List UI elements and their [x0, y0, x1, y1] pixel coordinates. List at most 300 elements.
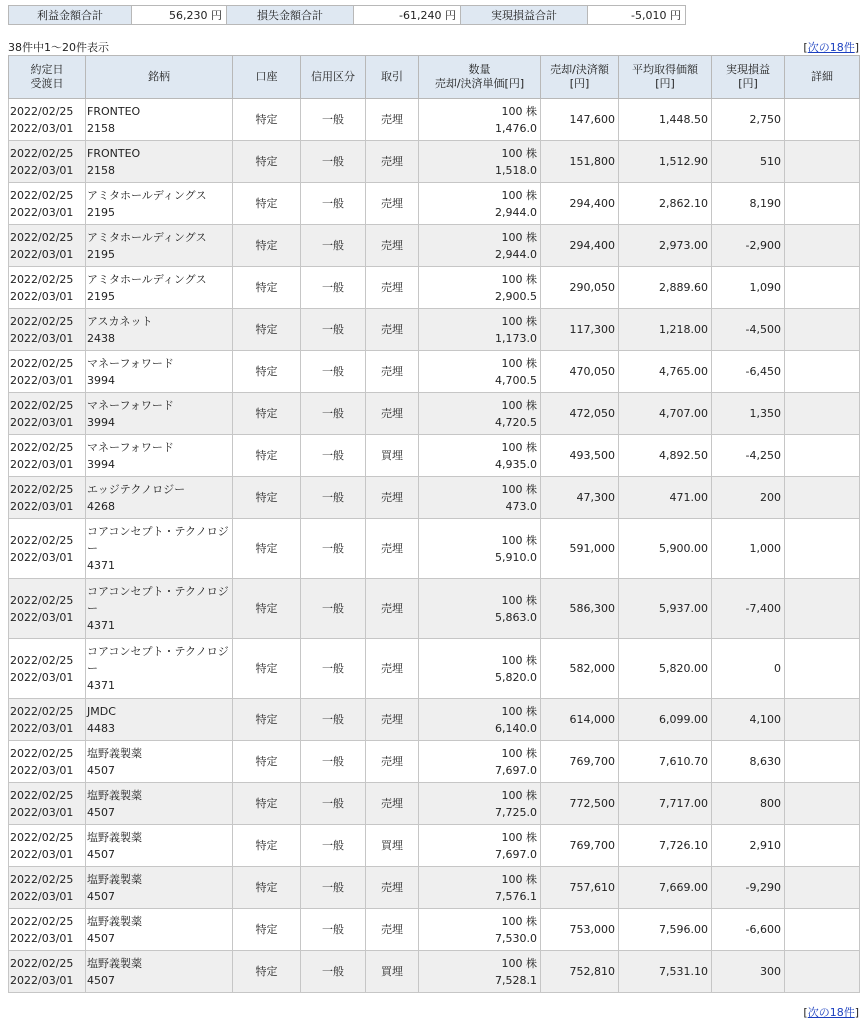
trade-date: 2022/02/25	[10, 788, 74, 802]
trade-date: 2022/02/25	[10, 956, 74, 970]
avg-cost: 4,765.00	[659, 365, 708, 378]
security-name: JMDC	[87, 704, 116, 718]
realized-pl: 1,000	[749, 542, 781, 555]
trade-date: 2022/02/25	[10, 653, 74, 667]
credit-cell	[301, 783, 366, 825]
quantity: 100 株	[501, 230, 537, 244]
amount-cell	[541, 909, 619, 951]
trade-cell	[366, 909, 419, 951]
account-cell	[233, 393, 301, 435]
trade-cell	[366, 867, 419, 909]
realized-pl: 8,630	[749, 755, 781, 768]
trade-date: 2022/02/25	[10, 356, 74, 370]
realized-pl: -4,250	[745, 449, 781, 462]
account-cell	[233, 951, 301, 993]
quantity-cell	[419, 741, 541, 783]
profit-total-label: 利益金額合計	[9, 6, 132, 25]
detail-cell	[785, 699, 860, 741]
realized-pl: 200	[760, 491, 781, 504]
account-type: 特定	[255, 491, 278, 504]
unit-price: 4,935.0	[495, 457, 537, 471]
avg-cost: 7,669.00	[659, 881, 708, 894]
loss-total-value: -61,240 円	[354, 6, 461, 25]
trade-cell	[366, 141, 419, 183]
trade-type: 買埋	[381, 449, 403, 462]
avg-cost: 5,900.00	[659, 542, 708, 555]
quantity: 100 株	[501, 314, 537, 328]
table-row	[9, 825, 860, 867]
table-row	[9, 909, 860, 951]
date-cell	[9, 699, 86, 741]
credit-type: 一般	[322, 713, 344, 726]
date-cell	[9, 741, 86, 783]
quantity-cell	[419, 579, 541, 639]
avg-cost: 1,512.90	[659, 155, 708, 168]
settle-date: 2022/03/01	[10, 205, 74, 219]
name-cell	[86, 909, 233, 951]
security-code: 2195	[87, 205, 115, 219]
avg-cell	[619, 579, 712, 639]
security-name: マネーフォワード	[87, 398, 174, 412]
security-code: 4507	[87, 931, 115, 945]
credit-type: 一般	[322, 542, 344, 555]
quantity-cell	[419, 225, 541, 267]
security-name: マネーフォワード	[87, 356, 174, 370]
account-type: 特定	[255, 755, 278, 768]
trade-cell	[366, 699, 419, 741]
avg-cell	[619, 141, 712, 183]
quantity-cell	[419, 951, 541, 993]
trade-cell	[366, 951, 419, 993]
account-type: 特定	[255, 449, 278, 462]
next-page-link[interactable]: 次の18件	[807, 41, 855, 54]
account-cell	[233, 579, 301, 639]
quantity-cell	[419, 867, 541, 909]
sale-amount: 582,000	[569, 662, 615, 675]
credit-type: 一般	[322, 281, 344, 294]
unit-price: 5,820.0	[495, 670, 537, 684]
account-type: 特定	[255, 881, 278, 894]
account-cell	[233, 435, 301, 477]
table-row	[9, 141, 860, 183]
header-avg-line1: 平均取得価額	[632, 63, 698, 76]
avg-cost: 7,726.10	[659, 839, 708, 852]
security-name: 塩野義製薬	[87, 788, 142, 802]
pl-cell	[712, 519, 785, 579]
trade-type: 売埋	[381, 281, 403, 294]
security-code: 3994	[87, 373, 115, 387]
header-sale-amount	[541, 56, 619, 99]
trade-cell	[366, 477, 419, 519]
trade-cell	[366, 435, 419, 477]
avg-cost: 6,099.00	[659, 713, 708, 726]
credit-type: 一般	[322, 839, 344, 852]
name-cell	[86, 951, 233, 993]
avg-cost: 5,820.00	[659, 662, 708, 675]
realized-pl: -6,600	[745, 923, 781, 936]
trade-type: 売埋	[381, 407, 403, 420]
quantity: 100 株	[501, 914, 537, 928]
settle-date: 2022/03/01	[10, 670, 74, 684]
sale-amount: 614,000	[569, 713, 615, 726]
avg-cost: 2,889.60	[659, 281, 708, 294]
credit-type: 一般	[322, 407, 344, 420]
avg-cell	[619, 351, 712, 393]
unit-price: 5,863.0	[495, 610, 537, 624]
table-row	[9, 393, 860, 435]
quantity-cell	[419, 783, 541, 825]
avg-cell	[619, 225, 712, 267]
date-cell	[9, 225, 86, 267]
table-row	[9, 579, 860, 639]
unit-price: 2,900.5	[495, 289, 537, 303]
amount-cell	[541, 183, 619, 225]
unit-price: 1,518.0	[495, 163, 537, 177]
account-cell	[233, 825, 301, 867]
realized-pl: -2,900	[745, 239, 781, 252]
trade-date: 2022/02/25	[10, 314, 74, 328]
name-cell	[86, 783, 233, 825]
pager-top: [次の18件]	[803, 41, 859, 54]
name-cell	[86, 435, 233, 477]
trade-date: 2022/02/25	[10, 914, 74, 928]
amount-cell	[541, 867, 619, 909]
settle-date: 2022/03/01	[10, 610, 74, 624]
credit-cell	[301, 909, 366, 951]
detail-cell	[785, 741, 860, 783]
trade-cell	[366, 741, 419, 783]
quantity-cell	[419, 141, 541, 183]
date-cell	[9, 639, 86, 699]
security-code: 2195	[87, 247, 115, 261]
date-cell	[9, 909, 86, 951]
date-cell	[9, 477, 86, 519]
credit-type: 一般	[322, 323, 344, 336]
amount-cell	[541, 519, 619, 579]
trade-type: 売埋	[381, 881, 403, 894]
date-cell	[9, 435, 86, 477]
account-cell	[233, 267, 301, 309]
trade-cell	[366, 393, 419, 435]
trade-type: 売埋	[381, 155, 403, 168]
quantity: 100 株	[501, 653, 537, 667]
amount-cell	[541, 225, 619, 267]
settle-date: 2022/03/01	[10, 889, 74, 903]
name-cell	[86, 825, 233, 867]
security-name: 塩野義製薬	[87, 872, 142, 886]
credit-type: 一般	[322, 602, 344, 615]
trade-cell	[366, 639, 419, 699]
amount-cell	[541, 741, 619, 783]
avg-cost: 7,596.00	[659, 923, 708, 936]
settle-date: 2022/03/01	[10, 121, 74, 135]
sale-amount: 47,300	[576, 491, 615, 504]
detail-cell	[785, 225, 860, 267]
trade-cell	[366, 783, 419, 825]
settle-date: 2022/03/01	[10, 163, 74, 177]
security-name: アスカネット	[87, 314, 153, 328]
security-code: 4507	[87, 847, 115, 861]
table-row	[9, 267, 860, 309]
sale-amount: 147,600	[569, 113, 615, 126]
name-cell	[86, 393, 233, 435]
unit-price: 7,697.0	[495, 847, 537, 861]
quantity-cell	[419, 909, 541, 951]
quantity: 100 株	[501, 830, 537, 844]
credit-cell	[301, 639, 366, 699]
credit-cell	[301, 741, 366, 783]
detail-cell	[785, 183, 860, 225]
avg-cost: 471.00	[669, 491, 708, 504]
header-account: 口座	[233, 56, 301, 99]
unit-price: 5,910.0	[495, 550, 537, 564]
detail-cell	[785, 309, 860, 351]
trade-type: 売埋	[381, 662, 403, 675]
pl-cell	[712, 141, 785, 183]
name-cell	[86, 183, 233, 225]
quantity: 100 株	[501, 956, 537, 970]
security-code: 4507	[87, 973, 115, 987]
pl-cell	[712, 825, 785, 867]
unit-price: 7,530.0	[495, 931, 537, 945]
avg-cost: 2,973.00	[659, 239, 708, 252]
name-cell	[86, 867, 233, 909]
pl-cell	[712, 99, 785, 141]
date-cell	[9, 309, 86, 351]
credit-cell	[301, 393, 366, 435]
next-page-link-bottom[interactable]: 次の18件	[807, 1006, 855, 1019]
credit-cell	[301, 183, 366, 225]
quantity: 100 株	[501, 704, 537, 718]
pl-cell	[712, 267, 785, 309]
security-name: 塩野義製薬	[87, 830, 142, 844]
trade-type: 売埋	[381, 491, 403, 504]
trade-type: 売埋	[381, 923, 403, 936]
sale-amount: 586,300	[569, 602, 615, 615]
header-trade: 取引	[366, 56, 419, 99]
unit-price: 2,944.0	[495, 205, 537, 219]
quantity-cell	[419, 639, 541, 699]
account-type: 特定	[255, 155, 278, 168]
trade-date: 2022/02/25	[10, 533, 74, 547]
account-type: 特定	[255, 662, 278, 675]
pl-cell	[712, 309, 785, 351]
table-row	[9, 99, 860, 141]
name-cell	[86, 477, 233, 519]
unit-price: 7,528.1	[495, 973, 537, 987]
sale-amount: 472,050	[569, 407, 615, 420]
header-pl-line2: [円]	[738, 77, 758, 90]
name-cell	[86, 351, 233, 393]
trade-type: 売埋	[381, 542, 403, 555]
pl-cell	[712, 351, 785, 393]
amount-cell	[541, 951, 619, 993]
quantity: 100 株	[501, 104, 537, 118]
account-cell	[233, 519, 301, 579]
unit-price: 4,700.5	[495, 373, 537, 387]
quantity: 100 株	[501, 272, 537, 286]
summary-bar	[8, 5, 686, 25]
credit-cell	[301, 867, 366, 909]
avg-cell	[619, 183, 712, 225]
security-name: FRONTEO	[87, 104, 141, 118]
credit-cell	[301, 309, 366, 351]
security-code: 4507	[87, 805, 115, 819]
avg-cell	[619, 951, 712, 993]
credit-cell	[301, 99, 366, 141]
trade-date: 2022/02/25	[10, 188, 74, 202]
security-code: 3994	[87, 457, 115, 471]
name-cell	[86, 267, 233, 309]
avg-cost: 7,531.10	[659, 965, 708, 978]
table-row	[9, 783, 860, 825]
result-info-bar	[8, 39, 859, 53]
security-name: コアコンセプト・テクノロジー	[87, 645, 229, 675]
trade-type: 売埋	[381, 797, 403, 810]
trade-date: 2022/02/25	[10, 872, 74, 886]
credit-type: 一般	[322, 197, 344, 210]
avg-cell	[619, 909, 712, 951]
credit-type: 一般	[322, 155, 344, 168]
table-row	[9, 435, 860, 477]
trade-date: 2022/02/25	[10, 230, 74, 244]
avg-cell	[619, 267, 712, 309]
account-cell	[233, 477, 301, 519]
header-avg-line2: [円]	[655, 77, 675, 90]
header-credit: 信用区分	[301, 56, 366, 99]
pl-cell	[712, 225, 785, 267]
security-name: アミタホールディングス	[87, 188, 207, 202]
avg-cell	[619, 639, 712, 699]
name-cell	[86, 741, 233, 783]
sale-amount: 769,700	[569, 755, 615, 768]
table-row	[9, 309, 860, 351]
credit-type: 一般	[322, 113, 344, 126]
account-type: 特定	[255, 923, 278, 936]
pl-cell	[712, 699, 785, 741]
loss-total-label: 損失金額合計	[227, 6, 354, 25]
unit-price: 6,140.0	[495, 721, 537, 735]
pl-cell	[712, 477, 785, 519]
security-code: 2438	[87, 331, 115, 345]
name-cell	[86, 99, 233, 141]
date-cell	[9, 519, 86, 579]
realized-pl: 4,100	[749, 713, 781, 726]
header-avg-cost	[619, 56, 712, 99]
name-cell	[86, 309, 233, 351]
trade-date: 2022/02/25	[10, 704, 74, 718]
security-code: 4371	[87, 559, 115, 572]
trade-date: 2022/02/25	[10, 146, 74, 160]
detail-cell	[785, 519, 860, 579]
settle-date: 2022/03/01	[10, 247, 74, 261]
sale-amount: 772,500	[569, 797, 615, 810]
trade-cell	[366, 267, 419, 309]
trade-type: 売埋	[381, 713, 403, 726]
account-type: 特定	[255, 281, 278, 294]
profit-total-value: 56,230 円	[132, 6, 227, 25]
credit-type: 一般	[322, 923, 344, 936]
settle-date: 2022/03/01	[10, 289, 74, 303]
account-type: 特定	[255, 113, 278, 126]
sale-amount: 757,610	[569, 881, 615, 894]
sale-amount: 753,000	[569, 923, 615, 936]
header-sale-line1: 売却/決済額	[550, 63, 609, 76]
credit-type: 一般	[322, 881, 344, 894]
trade-cell	[366, 309, 419, 351]
pl-cell	[712, 579, 785, 639]
date-cell	[9, 351, 86, 393]
date-cell	[9, 141, 86, 183]
credit-cell	[301, 351, 366, 393]
avg-cell	[619, 519, 712, 579]
detail-cell	[785, 867, 860, 909]
quantity: 100 株	[501, 746, 537, 760]
trade-type: 売埋	[381, 755, 403, 768]
avg-cost: 1,448.50	[659, 113, 708, 126]
detail-cell	[785, 477, 860, 519]
name-cell	[86, 519, 233, 579]
amount-cell	[541, 825, 619, 867]
credit-type: 一般	[322, 797, 344, 810]
sale-amount: 294,400	[569, 239, 615, 252]
settle-date: 2022/03/01	[10, 550, 74, 564]
security-code: 4268	[87, 499, 115, 513]
account-cell	[233, 699, 301, 741]
detail-cell	[785, 393, 860, 435]
avg-cell	[619, 699, 712, 741]
quantity-cell	[419, 183, 541, 225]
quantity: 100 株	[501, 593, 537, 607]
pl-cell	[712, 867, 785, 909]
account-type: 特定	[255, 602, 278, 615]
header-quantity-line1: 数量	[468, 63, 491, 76]
trade-date: 2022/02/25	[10, 482, 74, 496]
unit-price: 4,720.5	[495, 415, 537, 429]
credit-type: 一般	[322, 449, 344, 462]
realized-pl: 300	[760, 965, 781, 978]
sale-amount: 769,700	[569, 839, 615, 852]
settle-date: 2022/03/01	[10, 415, 74, 429]
header-name: 銘柄	[86, 56, 233, 99]
name-cell	[86, 639, 233, 699]
pl-cell	[712, 909, 785, 951]
detail-cell	[785, 99, 860, 141]
trade-type: 買埋	[381, 965, 403, 978]
quantity-cell	[419, 435, 541, 477]
pl-cell	[712, 183, 785, 225]
settle-date: 2022/03/01	[10, 763, 74, 777]
credit-cell	[301, 141, 366, 183]
trade-date: 2022/02/25	[10, 830, 74, 844]
account-type: 特定	[255, 239, 278, 252]
realized-pl: 800	[760, 797, 781, 810]
credit-cell	[301, 477, 366, 519]
trade-type: 売埋	[381, 365, 403, 378]
date-cell	[9, 183, 86, 225]
date-cell	[9, 951, 86, 993]
trade-history-table	[8, 55, 860, 993]
credit-cell	[301, 951, 366, 993]
security-code: 3994	[87, 415, 115, 429]
unit-price: 473.0	[505, 499, 537, 513]
detail-cell	[785, 579, 860, 639]
trade-cell	[366, 99, 419, 141]
realized-pl: 510	[760, 155, 781, 168]
amount-cell	[541, 141, 619, 183]
table-row	[9, 867, 860, 909]
amount-cell	[541, 579, 619, 639]
